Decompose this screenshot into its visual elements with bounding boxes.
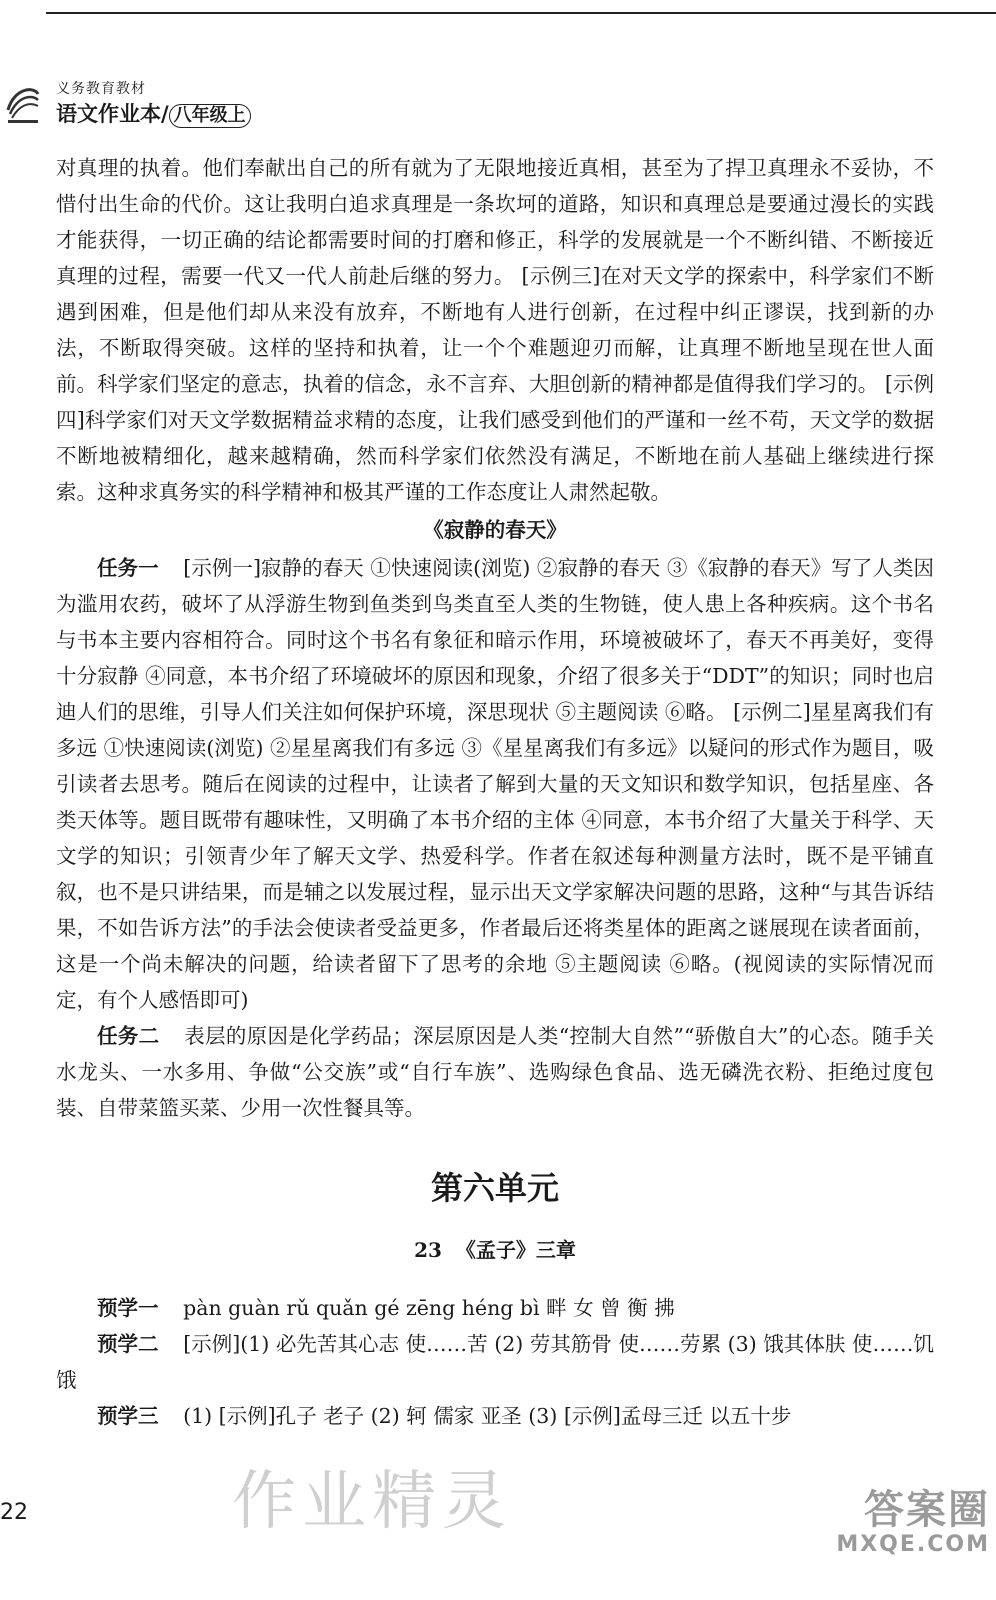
- intro-paragraph: 对真理的执着。他们奉献出自己的所有就为了无限地接近真相，甚至为了捍卫真理永不妥协，不惜付出生命的代价。这让我明白追求真理是一条坎坷的道路，知识和真理总是要通过漫长的实践才能获得，一切正确的结论都需要时间的打磨和修正，科学的发展就是一个不断纠错、不断接近真理的过程，需要一代又一代人前赴后继的努力。 [示例三]在对天文学的探索中，科学家们不断遇到困难，但是他们却从来没有放弃，不断地有人进行创新，在过程中纠正谬误，找到新的办法，不断取得突破。这样的坚持和执着，让一个个难题迎刃而解，让真理不断地呈现在世人面前。科学家们坚定的意志，执着的信念，永不言弃、大胆创新的精神都是值得我们学习的。 [示例四]科学家们对天文学数据精益求精的态度，让我们感受到他们的严谨和一丝不苟，天文学的数据不断地被精细化，越来越精确，然而科学家们依然没有满足，不断地在前人基础上继续进行探索。这种求真务实的科学精神和极其严谨的工作态度让人肃然起敬。: [56, 156, 934, 504]
- publisher-logo-icon: [4, 80, 42, 126]
- header-separator: /: [161, 102, 169, 126]
- brand-en: MXQE.COM: [836, 1532, 990, 1557]
- task2-label: 任务二: [97, 1024, 160, 1048]
- page-header: [0, 60, 996, 140]
- task1-label: 任务一: [97, 556, 159, 580]
- pre3-text: (1) [示例]孔子 老子 (2) 轲 儒家 亚圣 (3) [示例]孟母三迁 以五十步: [183, 1404, 792, 1428]
- pre3-paragraph: [56, 1398, 934, 1434]
- book-title: 《寂静的春天》: [423, 518, 567, 542]
- pre2-text: [示例](1) 必先苦其心志 使……苦 (2) 劳其筋骨 使……劳累 (3) 饿其体肤 使……饥饿: [56, 1332, 934, 1392]
- lesson-number: 23: [414, 1238, 442, 1262]
- task2-text: 表层的原因是化学药品；深层原因是人类“控制大自然”“骄傲自大”的心态。随手关水龙头、一水多用、争做“公交族”或“自行车族”、选购绿色食品、选无磷洗衣粉、拒绝过度包装、自带菜篮买菜、少用一次性餐具等。: [56, 1024, 935, 1120]
- brand-watermark: [836, 1488, 990, 1558]
- watermark-text: 作业精灵: [232, 1465, 512, 1539]
- pre1-text: pàn guàn rǔ quǎn gé zēng héng bì 畔 女 曾 衡 拂: [183, 1296, 675, 1320]
- task2-paragraph: [56, 1018, 934, 1126]
- task1-paragraph: [56, 550, 934, 1018]
- pre2-paragraph: [56, 1326, 934, 1398]
- header-title: [56, 98, 251, 128]
- header-series: 义务教育教材: [56, 81, 146, 97]
- header-book-title: 语文作业本: [56, 102, 161, 126]
- lesson-title: [56, 1232, 934, 1268]
- page-content: [56, 150, 934, 1434]
- pre2-label: 预学二: [97, 1332, 159, 1356]
- top-rule: [46, 12, 996, 14]
- brand-cn: 答案圈: [864, 1487, 990, 1533]
- lesson-name: 《孟子》三章: [455, 1238, 576, 1262]
- page-number: 22: [0, 1500, 28, 1525]
- pre1-paragraph: [56, 1290, 934, 1326]
- unit-title: 第六单元: [430, 1169, 559, 1207]
- pre3-label: 预学三: [97, 1404, 159, 1428]
- task1-text: [示例一]寂静的春天 ①快速阅读(浏览) ②寂静的春天 ③《寂静的春天》写了人类因为滥用农药，破坏了从浮游生物到鱼类到鸟类直至人类的生物链，使人患上各种疾病。这个书名与书本主要内容相符合。同时这个书名有象征和暗示作用，环境被破坏了，春天不再美好，变得十分寂静 ④同意，本书介绍了环境破坏的原因和现象，介绍了很多关于“DDT”的知识；同时也启迪人们的思维，引导人们关注如何保护环境，深思现状 ⑤主题阅读 ⑥略。 [示例二]星星离我们有多远 ①快速阅读(浏览) ②星星离我们有多远 ③《星星离我们有多远》以疑问的形式作为题目，吸引读者去思考。随后在阅读的过程中，让读者了解到大量的天文知识和数学知识，包括星座、各类天体等。题目既带有趣味性，又明确了本书介绍的主体 ④同意，本书介绍了大量关于科学、天文学的知识；引领青少年了解天文学、热爱科学。作者在叙述每种测量方法时，既不是平铺直叙，也不是只讲结果，而是辅之以发展过程，显示出天文学家解决问题的思路，这种“与其告诉结果，不如告诉方法”的手法会使读者受益更多，作者最后还将类星体的距离之谜展现在读者面前，这是一个尚未解决的问题，给读者留下了思考的余地 ⑤主题阅读 ⑥略。(视阅读的实际情况而定，有个人感悟即可): [56, 556, 934, 1012]
- header-grade-badge: 八年级上: [169, 104, 251, 128]
- pre1-label: 预学一: [97, 1296, 159, 1320]
